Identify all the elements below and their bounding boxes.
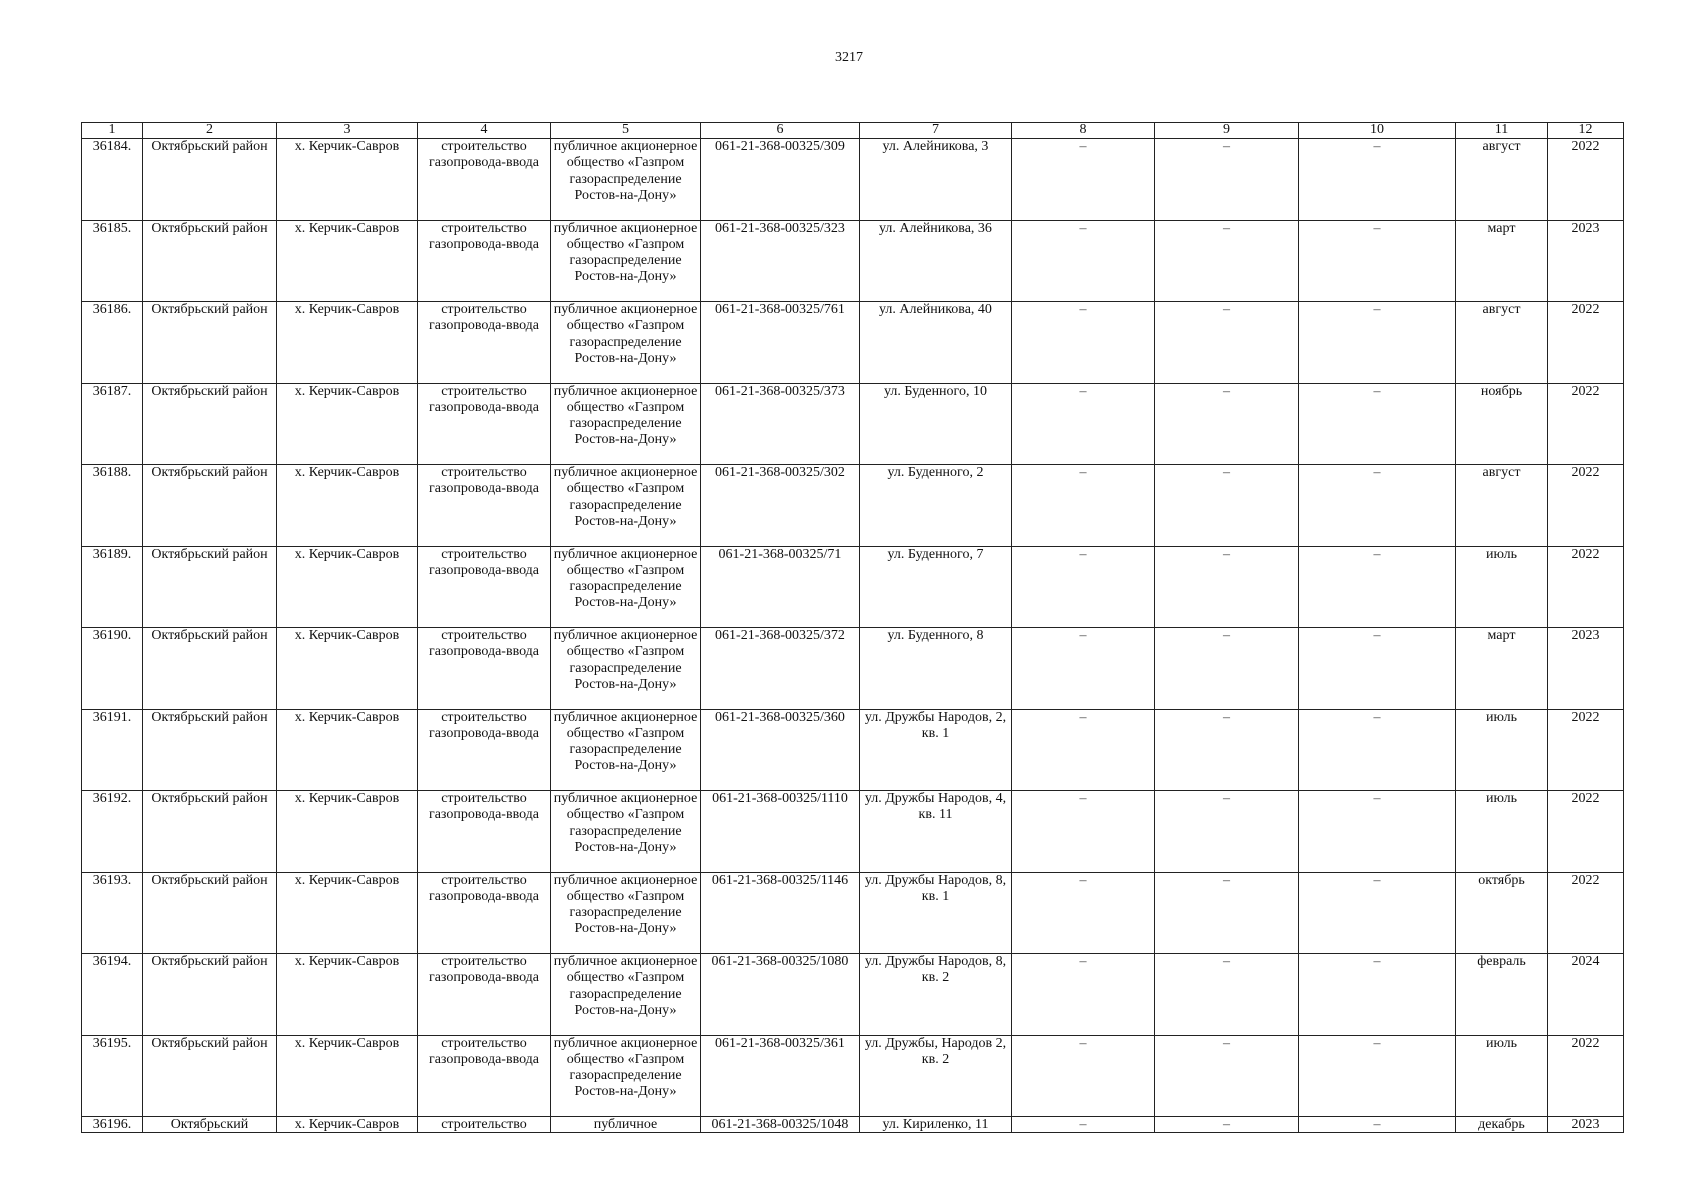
settlement-cell: х. Керчик-Савров xyxy=(277,465,418,547)
column-10-cell: – xyxy=(1299,465,1456,547)
column-10-cell: – xyxy=(1299,302,1456,384)
month-cell: декабрь xyxy=(1456,1117,1548,1133)
district-cell: Октябрьский район xyxy=(143,709,277,791)
address-cell: ул. Дружбы Народов, 4, кв. 11 xyxy=(860,791,1012,873)
table-row xyxy=(82,1117,1624,1133)
organization-cell: публичное акционерное общество «Газпром газораспределение Ростов-на-Дону» xyxy=(551,139,701,221)
column-10-cell: – xyxy=(1299,628,1456,710)
address-cell: ул. Алейникова, 3 xyxy=(860,139,1012,221)
column-9-cell: – xyxy=(1155,1035,1299,1117)
registry-code-cell: 061-21-368-00325/1048 xyxy=(701,1117,860,1133)
address-cell: ул. Алейникова, 36 xyxy=(860,220,1012,302)
column-9-cell: – xyxy=(1155,383,1299,465)
work-type-cell: строительство газопровода-ввода xyxy=(418,1035,551,1117)
address-cell: ул. Алейникова, 40 xyxy=(860,302,1012,384)
row-number: 36195. xyxy=(82,1035,143,1117)
month-cell: июль xyxy=(1456,546,1548,628)
column-header: 9 xyxy=(1155,123,1299,139)
organization-cell: публичное акционерное общество «Газпром газораспределение Ростов-на-Дону» xyxy=(551,465,701,547)
column-9-cell: – xyxy=(1155,872,1299,954)
column-10-cell: – xyxy=(1299,872,1456,954)
district-cell: Октябрьский район xyxy=(143,465,277,547)
district-cell: Октябрьский район xyxy=(143,139,277,221)
work-type-cell: строительство xyxy=(418,1117,551,1133)
column-9-cell: – xyxy=(1155,709,1299,791)
page-number: 3217 xyxy=(835,50,863,65)
column-header: 2 xyxy=(143,123,277,139)
row-number: 36188. xyxy=(82,465,143,547)
row-number: 36190. xyxy=(82,628,143,710)
year-cell: 2023 xyxy=(1548,1117,1624,1133)
work-type-cell: строительство газопровода-ввода xyxy=(418,628,551,710)
year-cell: 2022 xyxy=(1548,872,1624,954)
settlement-cell: х. Керчик-Савров xyxy=(277,220,418,302)
month-cell: август xyxy=(1456,465,1548,547)
district-cell: Октябрьский район xyxy=(143,1035,277,1117)
column-10-cell: – xyxy=(1299,220,1456,302)
address-cell: ул. Буденного, 8 xyxy=(860,628,1012,710)
month-cell: август xyxy=(1456,139,1548,221)
address-cell: ул. Буденного, 7 xyxy=(860,546,1012,628)
month-cell: ноябрь xyxy=(1456,383,1548,465)
settlement-cell: х. Керчик-Савров xyxy=(277,791,418,873)
column-9-cell: – xyxy=(1155,139,1299,221)
registry-table xyxy=(81,122,1624,1133)
column-8-cell: – xyxy=(1012,383,1155,465)
column-9-cell: – xyxy=(1155,628,1299,710)
district-cell: Октябрьский район xyxy=(143,220,277,302)
registry-code-cell: 061-21-368-00325/361 xyxy=(701,1035,860,1117)
column-header: 3 xyxy=(277,123,418,139)
column-8-cell: – xyxy=(1012,709,1155,791)
year-cell: 2022 xyxy=(1548,791,1624,873)
work-type-cell: строительство газопровода-ввода xyxy=(418,302,551,384)
column-header: 10 xyxy=(1299,123,1456,139)
table-row xyxy=(82,1035,1624,1117)
work-type-cell: строительство газопровода-ввода xyxy=(418,709,551,791)
work-type-cell: строительство газопровода-ввода xyxy=(418,872,551,954)
settlement-cell: х. Керчик-Савров xyxy=(277,628,418,710)
column-9-cell: – xyxy=(1155,465,1299,547)
column-10-cell: – xyxy=(1299,791,1456,873)
registry-code-cell: 061-21-368-00325/372 xyxy=(701,628,860,710)
month-cell: март xyxy=(1456,628,1548,710)
organization-cell: публичное акционерное общество «Газпром газораспределение Ростов-на-Дону» xyxy=(551,954,701,1036)
row-number: 36184. xyxy=(82,139,143,221)
address-cell: ул. Буденного, 2 xyxy=(860,465,1012,547)
year-cell: 2022 xyxy=(1548,139,1624,221)
registry-code-cell: 061-21-368-00325/1110 xyxy=(701,791,860,873)
year-cell: 2022 xyxy=(1548,302,1624,384)
row-number: 36185. xyxy=(82,220,143,302)
registry-code-cell: 061-21-368-00325/761 xyxy=(701,302,860,384)
settlement-cell: х. Керчик-Савров xyxy=(277,709,418,791)
work-type-cell: строительство газопровода-ввода xyxy=(418,220,551,302)
row-number: 36196. xyxy=(82,1117,143,1133)
row-number: 36189. xyxy=(82,546,143,628)
column-header: 11 xyxy=(1456,123,1548,139)
organization-cell: публичное xyxy=(551,1117,701,1133)
table-row xyxy=(82,383,1624,465)
district-cell: Октябрьский район xyxy=(143,302,277,384)
table-row xyxy=(82,628,1624,710)
organization-cell: публичное акционерное общество «Газпром газораспределение Ростов-на-Дону» xyxy=(551,546,701,628)
column-header: 6 xyxy=(701,123,860,139)
registry-code-cell: 061-21-368-00325/71 xyxy=(701,546,860,628)
table-row xyxy=(82,546,1624,628)
column-header: 12 xyxy=(1548,123,1624,139)
organization-cell: публичное акционерное общество «Газпром газораспределение Ростов-на-Дону» xyxy=(551,628,701,710)
address-cell: ул. Кириленко, 11 xyxy=(860,1117,1012,1133)
address-cell: ул. Буденного, 10 xyxy=(860,383,1012,465)
registry-code-cell: 061-21-368-00325/1146 xyxy=(701,872,860,954)
registry-code-cell: 061-21-368-00325/360 xyxy=(701,709,860,791)
column-8-cell: – xyxy=(1012,872,1155,954)
organization-cell: публичное акционерное общество «Газпром газораспределение Ростов-на-Дону» xyxy=(551,709,701,791)
district-cell: Октябрьский район xyxy=(143,872,277,954)
column-8-cell: – xyxy=(1012,1035,1155,1117)
column-10-cell: – xyxy=(1299,546,1456,628)
column-header: 4 xyxy=(418,123,551,139)
district-cell: Октябрьский xyxy=(143,1117,277,1133)
column-10-cell: – xyxy=(1299,1117,1456,1133)
column-header: 5 xyxy=(551,123,701,139)
settlement-cell: х. Керчик-Савров xyxy=(277,1117,418,1133)
column-header: 7 xyxy=(860,123,1012,139)
settlement-cell: х. Керчик-Савров xyxy=(277,872,418,954)
month-cell: июль xyxy=(1456,791,1548,873)
work-type-cell: строительство газопровода-ввода xyxy=(418,465,551,547)
year-cell: 2022 xyxy=(1548,546,1624,628)
table-row xyxy=(82,872,1624,954)
organization-cell: публичное акционерное общество «Газпром газораспределение Ростов-на-Дону» xyxy=(551,220,701,302)
row-number: 36194. xyxy=(82,954,143,1036)
column-10-cell: – xyxy=(1299,954,1456,1036)
column-header: 1 xyxy=(82,123,143,139)
organization-cell: публичное акционерное общество «Газпром газораспределение Ростов-на-Дону» xyxy=(551,791,701,873)
address-cell: ул. Дружбы, Народов 2, кв. 2 xyxy=(860,1035,1012,1117)
month-cell: октябрь xyxy=(1456,872,1548,954)
registry-code-cell: 061-21-368-00325/302 xyxy=(701,465,860,547)
organization-cell: публичное акционерное общество «Газпром газораспределение Ростов-на-Дону» xyxy=(551,872,701,954)
table-row xyxy=(82,465,1624,547)
settlement-cell: х. Керчик-Савров xyxy=(277,954,418,1036)
year-cell: 2022 xyxy=(1548,383,1624,465)
column-8-cell: – xyxy=(1012,791,1155,873)
column-9-cell: – xyxy=(1155,791,1299,873)
column-9-cell: – xyxy=(1155,220,1299,302)
column-8-cell: – xyxy=(1012,1117,1155,1133)
table-row xyxy=(82,139,1624,221)
column-10-cell: – xyxy=(1299,139,1456,221)
district-cell: Октябрьский район xyxy=(143,791,277,873)
work-type-cell: строительство газопровода-ввода xyxy=(418,383,551,465)
work-type-cell: строительство газопровода-ввода xyxy=(418,954,551,1036)
month-cell: март xyxy=(1456,220,1548,302)
column-header: 8 xyxy=(1012,123,1155,139)
registry-code-cell: 061-21-368-00325/323 xyxy=(701,220,860,302)
work-type-cell: строительство газопровода-ввода xyxy=(418,139,551,221)
year-cell: 2023 xyxy=(1548,220,1624,302)
settlement-cell: х. Керчик-Савров xyxy=(277,546,418,628)
column-8-cell: – xyxy=(1012,302,1155,384)
year-cell: 2023 xyxy=(1548,628,1624,710)
year-cell: 2024 xyxy=(1548,954,1624,1036)
address-cell: ул. Дружбы Народов, 8, кв. 2 xyxy=(860,954,1012,1036)
month-cell: август xyxy=(1456,302,1548,384)
registry-code-cell: 061-21-368-00325/1080 xyxy=(701,954,860,1036)
column-9-cell: – xyxy=(1155,546,1299,628)
row-number: 36191. xyxy=(82,709,143,791)
year-cell: 2022 xyxy=(1548,1035,1624,1117)
settlement-cell: х. Керчик-Савров xyxy=(277,383,418,465)
year-cell: 2022 xyxy=(1548,709,1624,791)
row-number: 36187. xyxy=(82,383,143,465)
column-8-cell: – xyxy=(1012,628,1155,710)
column-9-cell: – xyxy=(1155,1117,1299,1133)
settlement-cell: х. Керчик-Савров xyxy=(277,1035,418,1117)
district-cell: Октябрьский район xyxy=(143,954,277,1036)
organization-cell: публичное акционерное общество «Газпром газораспределение Ростов-на-Дону» xyxy=(551,1035,701,1117)
table-row xyxy=(82,954,1624,1036)
registry-code-cell: 061-21-368-00325/309 xyxy=(701,139,860,221)
settlement-cell: х. Керчик-Савров xyxy=(277,139,418,221)
table-row xyxy=(82,302,1624,384)
row-number: 36193. xyxy=(82,872,143,954)
column-10-cell: – xyxy=(1299,709,1456,791)
table-body xyxy=(82,139,1624,1133)
column-8-cell: – xyxy=(1012,465,1155,547)
column-8-cell: – xyxy=(1012,139,1155,221)
row-number: 36186. xyxy=(82,302,143,384)
column-10-cell: – xyxy=(1299,383,1456,465)
organization-cell: публичное акционерное общество «Газпром газораспределение Ростов-на-Дону» xyxy=(551,302,701,384)
row-number: 36192. xyxy=(82,791,143,873)
organization-cell: публичное акционерное общество «Газпром газораспределение Ростов-на-Дону» xyxy=(551,383,701,465)
month-cell: июль xyxy=(1456,709,1548,791)
work-type-cell: строительство газопровода-ввода xyxy=(418,546,551,628)
table-row xyxy=(82,709,1624,791)
district-cell: Октябрьский район xyxy=(143,383,277,465)
table-row xyxy=(82,791,1624,873)
settlement-cell: х. Керчик-Савров xyxy=(277,302,418,384)
month-cell: февраль xyxy=(1456,954,1548,1036)
column-9-cell: – xyxy=(1155,954,1299,1036)
month-cell: июль xyxy=(1456,1035,1548,1117)
column-8-cell: – xyxy=(1012,546,1155,628)
table-row xyxy=(82,220,1624,302)
column-9-cell: – xyxy=(1155,302,1299,384)
column-number-row xyxy=(82,123,1624,139)
column-10-cell: – xyxy=(1299,1035,1456,1117)
work-type-cell: строительство газопровода-ввода xyxy=(418,791,551,873)
column-8-cell: – xyxy=(1012,220,1155,302)
registry-code-cell: 061-21-368-00325/373 xyxy=(701,383,860,465)
column-8-cell: – xyxy=(1012,954,1155,1036)
year-cell: 2022 xyxy=(1548,465,1624,547)
district-cell: Октябрьский район xyxy=(143,546,277,628)
address-cell: ул. Дружбы Народов, 8, кв. 1 xyxy=(860,872,1012,954)
address-cell: ул. Дружбы Народов, 2, кв. 1 xyxy=(860,709,1012,791)
district-cell: Октябрьский район xyxy=(143,628,277,710)
